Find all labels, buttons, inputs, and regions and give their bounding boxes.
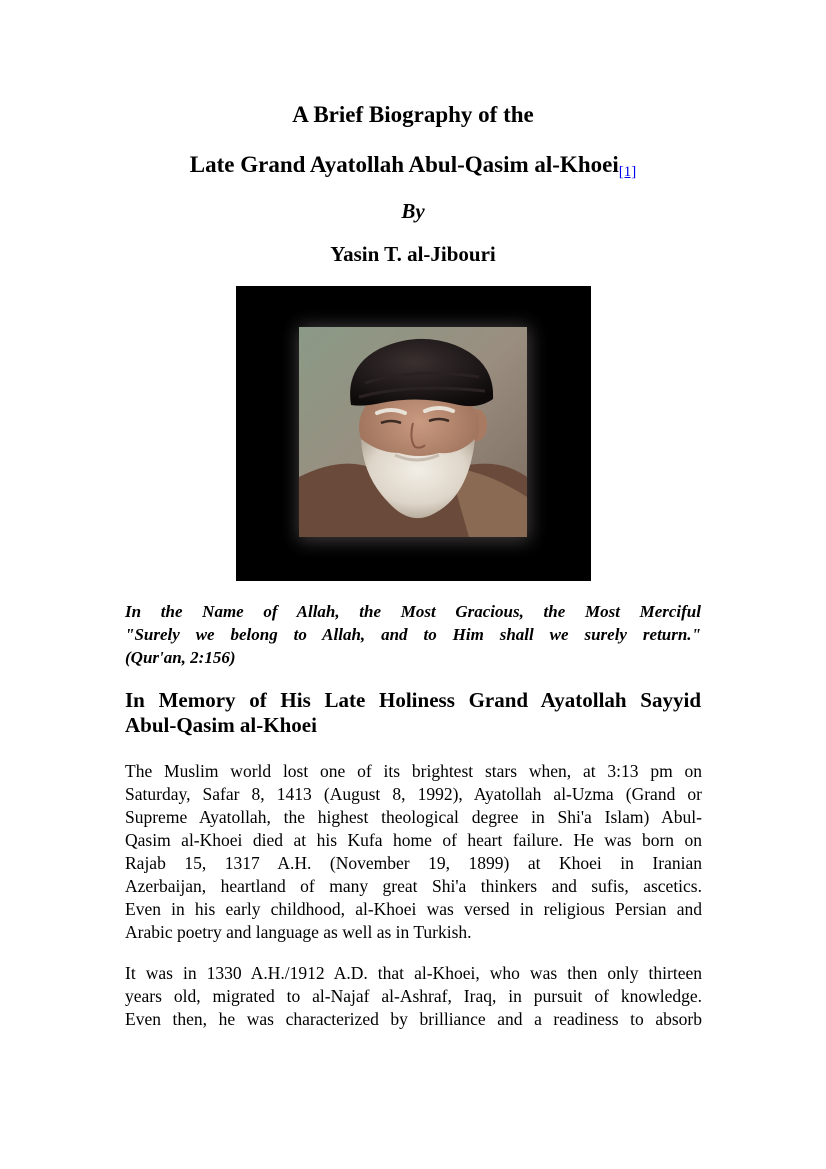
paragraph-1-line: Azerbaijan, heartland of many great Shi'a thinkers and sufis, ascetics.: [125, 876, 702, 896]
section-heading: [125, 688, 701, 738]
paragraph-2-line: years old, migrated to al-Najaf al-Ashraf, Iraq, in pursuit of knowledge.: [125, 986, 702, 1006]
title-text-1: A Brief Biography of the: [292, 102, 534, 127]
footnote-link[interactable]: [1]: [618, 164, 637, 180]
paragraph-2-line: It was in 1330 A.H./1912 A.D. that al-Khoei, who was then only thirteen: [125, 963, 702, 983]
portrait-frame: [236, 286, 591, 581]
paragraph-2: [125, 962, 702, 1031]
quran-quote: [125, 600, 701, 669]
paragraph-2-line: Even then, he was characterized by brilliance and a readiness to absorb: [125, 1009, 702, 1029]
quote-line-1: In the Name of Allah, the Most Gracious, the Most Merciful: [125, 602, 701, 621]
quote-line-2: "Surely we belong to Allah, and to Him shall we surely return.": [125, 625, 701, 644]
paragraph-1-line: Saturday, Safar 8, 1413 (August 8, 1992), Ayatollah al-Uzma (Grand or: [125, 784, 702, 804]
paragraph-1-line: Arabic poetry and language as well as in Turkish.: [125, 922, 472, 942]
paragraph-1: [125, 760, 702, 944]
paragraph-1-line: Qasim al-Khoei died at his Kufa home of heart failure. He was born on: [125, 830, 702, 850]
author-name: Yasin T. al-Jibouri: [330, 242, 496, 266]
heading-line-1: In Memory of His Late Holiness Grand Ayatollah Sayyid: [125, 688, 701, 712]
paragraph-1-line: The Muslim world lost one of its brightest stars when, at 3:13 pm on: [125, 761, 702, 781]
title-line-1: [0, 101, 826, 129]
heading-line-2: Abul-Qasim al-Khoei: [125, 713, 317, 737]
portrait-photo-icon: [299, 327, 527, 537]
quote-line-3: (Qur'an, 2:156): [125, 648, 236, 667]
paragraph-1-line: Rajab 15, 1317 A.H. (November 19, 1899) at Khoei in Iranian: [125, 853, 702, 873]
paragraph-1-line: Supreme Ayatollah, the highest theological degree in Shi'a Islam) Abul-: [125, 807, 702, 827]
paragraph-1-line: Even in his early childhood, al-Khoei was versed in religious Persian and: [125, 899, 702, 919]
by-line: By: [401, 199, 425, 223]
title-text-2: Late Grand Ayatollah Abul-Qasim al-Khoei: [189, 152, 619, 177]
title-line-2: [0, 151, 826, 186]
